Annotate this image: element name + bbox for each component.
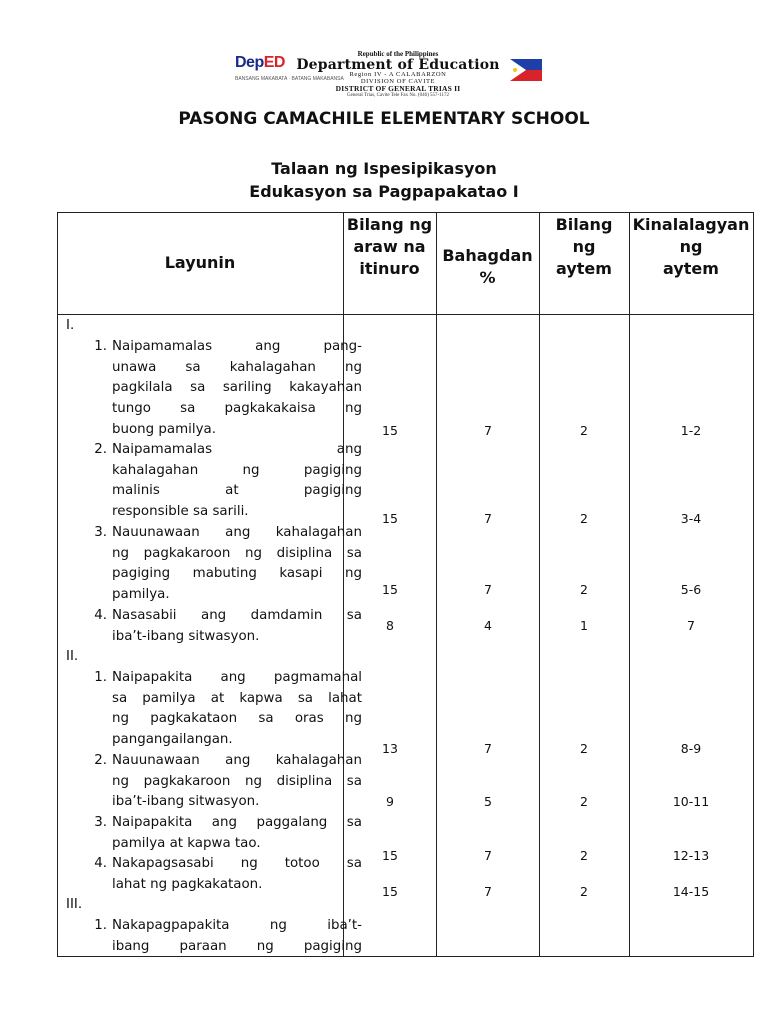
column-divider — [436, 212, 437, 957]
cell-araw: 15 — [382, 884, 398, 899]
header-line: Bahagdan — [442, 246, 533, 265]
region-line: Region IV - A CALABARZON — [349, 71, 447, 78]
cell-bahagdan: 7 — [484, 848, 492, 863]
text-line: iba’t-ibang sitwasyon. — [112, 628, 260, 644]
text-line: pamilya at kapwa tao. — [112, 835, 261, 851]
text-line: iba’t-ibang sitwasyon. — [112, 794, 260, 810]
text-line: pangangailangan. — [112, 732, 233, 748]
text-line: Nakapagsasabi ng totoo sa — [112, 856, 362, 871]
header-line: itinuro — [359, 259, 420, 278]
document-title: Talaan ng Ispesipikasyon — [271, 159, 497, 178]
item-text — [112, 440, 362, 523]
cell-araw: 8 — [386, 618, 394, 633]
header-line: Kinalalagyan — [632, 215, 750, 234]
text-line: Nauunawaan ang kahalagahan — [112, 525, 362, 540]
cell-bilang: 2 — [580, 794, 588, 809]
text-line: Nakapagpapakita ng iba’t- — [112, 918, 362, 933]
header-layunin — [57, 212, 343, 314]
cell-bilang: 2 — [580, 423, 588, 438]
item-text — [112, 668, 362, 751]
header-line: Bilang ng — [346, 215, 433, 234]
item-text — [112, 606, 362, 647]
text-line: buong pamilya. — [112, 421, 216, 437]
header-layunin-label: Layunin — [164, 253, 236, 272]
cell-araw: 9 — [386, 794, 394, 809]
item-number: 1. — [94, 918, 107, 933]
cell-kinalalagyan: 10-11 — [672, 794, 710, 809]
table-border — [57, 212, 58, 957]
header-line: araw na — [353, 237, 426, 256]
school-name: PASONG CAMACHILE ELEMENTARY SCHOOL — [178, 109, 590, 129]
item-number: 3. — [94, 525, 107, 540]
text-line: pagiging mabuting kasapi ng — [112, 566, 362, 582]
text-line: responsible sa sarili. — [112, 504, 249, 520]
letterhead — [233, 46, 543, 96]
item-text — [112, 523, 362, 606]
text-line: ibang paraan ng pagiging — [112, 938, 362, 954]
cell-araw: 13 — [382, 741, 398, 756]
item-text — [112, 854, 362, 895]
item-number: 4. — [94, 608, 107, 623]
cell-araw: 15 — [382, 423, 398, 438]
cell-bahagdan: 7 — [484, 423, 492, 438]
header-bilang-araw — [343, 212, 436, 316]
text-line: malinis at pagiging — [112, 483, 362, 499]
cell-kinalalagyan: 7 — [687, 618, 695, 633]
item-text — [112, 337, 362, 440]
cell-bilang: 2 — [580, 884, 588, 899]
text-line: pamilya. — [112, 587, 170, 603]
item-number: 1. — [94, 670, 107, 685]
text-line: Nasasabii ang damdamin sa — [112, 608, 362, 623]
specification-table — [57, 212, 754, 957]
text-line: Naipamamalas ang pang- — [112, 339, 362, 354]
item-number: 2. — [94, 442, 107, 457]
cell-bilang: 1 — [580, 618, 588, 633]
cell-bahagdan: 5 — [484, 794, 492, 809]
header-kinalalagyan — [629, 212, 753, 316]
cell-bahagdan: 7 — [484, 511, 492, 526]
item-text — [112, 916, 362, 957]
cell-kinalalagyan: 5-6 — [680, 582, 702, 597]
header-bahagdan — [436, 212, 539, 314]
text-line: unawa sa kahalagahan ng — [112, 359, 362, 375]
item-number: 1. — [94, 339, 107, 354]
cell-kinalalagyan: 8-9 — [680, 741, 702, 756]
section-roman: I. — [66, 318, 75, 333]
header-line: aytem — [556, 259, 612, 278]
cell-kinalalagyan: 14-15 — [672, 884, 710, 899]
philippine-flag-icon — [510, 59, 542, 81]
text-line: ng pagkakaroon ng disiplina sa — [112, 545, 362, 561]
text-line: Naipapakita ang pagmamahal — [112, 670, 362, 685]
text-line: Naipapakita ang paggalang sa — [112, 815, 362, 830]
item-text — [112, 751, 362, 813]
cell-bahagdan: 7 — [484, 884, 492, 899]
header-line: Bilang — [555, 215, 613, 234]
deped-logo-tagline: BANSANG MAKABATA · BATANG MAKABANSA — [235, 76, 344, 82]
district-line: DISTRICT OF GENERAL TRIAS II — [335, 84, 461, 93]
letterhead-text — [289, 51, 507, 98]
republic-line: Republic of the Philippines — [357, 50, 439, 58]
column-divider — [629, 212, 630, 957]
text-line: tungo sa pagkakakaisa ng — [112, 401, 362, 417]
column-divider — [539, 212, 540, 957]
text-line: ng pagkakataon sa oras ng — [112, 711, 362, 727]
text-line: sa pamilya at kapwa sa lahat — [112, 690, 362, 706]
cell-araw: 15 — [382, 848, 398, 863]
cell-kinalalagyan: 1-2 — [680, 423, 702, 438]
header-line: ng — [679, 237, 703, 256]
cell-bahagdan: 4 — [484, 618, 492, 633]
document-subtitle: Edukasyon sa Pagpapakatao I — [249, 182, 519, 201]
cell-bilang: 2 — [580, 848, 588, 863]
cell-kinalalagyan: 3-4 — [680, 511, 702, 526]
item-number: 2. — [94, 753, 107, 768]
header-line: % — [479, 268, 496, 287]
department-line: Department of Education — [296, 57, 500, 73]
cell-araw: 15 — [382, 511, 398, 526]
table-border — [753, 212, 754, 957]
deped-logo: DepED — [235, 54, 285, 71]
section-roman: III. — [66, 897, 83, 912]
cell-bahagdan: 7 — [484, 741, 492, 756]
text-line: Nauunawaan ang kahalagahan — [112, 753, 362, 768]
division-line: DIVISION OF CAVITE — [360, 77, 436, 85]
text-line: ng pagkakaroon ng disiplina sa — [112, 773, 362, 789]
cell-bahagdan: 7 — [484, 582, 492, 597]
header-line: ng — [572, 237, 596, 256]
cell-kinalalagyan: 12-13 — [672, 848, 710, 863]
text-line: lahat ng pagkakataon. — [112, 876, 263, 892]
cell-bilang: 2 — [580, 511, 588, 526]
header-line: aytem — [663, 259, 719, 278]
text-line: kahalagahan ng pagiging — [112, 462, 362, 478]
item-text — [112, 813, 362, 854]
item-number: 4. — [94, 856, 107, 871]
cell-bilang: 2 — [580, 741, 588, 756]
contact-line: General Trias, Cavite Tele Fax No. (046) 557-1172 — [347, 92, 449, 98]
header-bilang-aytem — [539, 212, 629, 316]
cell-araw: 15 — [382, 582, 398, 597]
text-line: pagkilala sa sariling kakayahan — [112, 380, 362, 396]
text-line: Naipamamalas ang — [112, 442, 362, 457]
section-roman: II. — [66, 649, 79, 664]
item-number: 3. — [94, 815, 107, 830]
cell-bilang: 2 — [580, 582, 588, 597]
